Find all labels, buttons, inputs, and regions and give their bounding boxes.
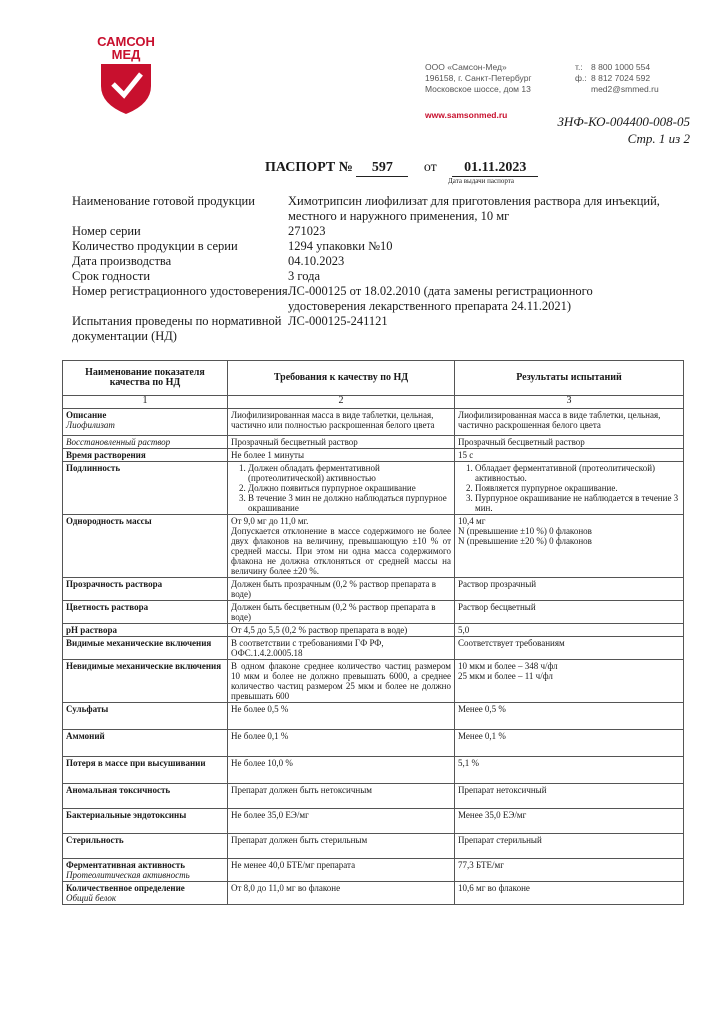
row-name — [63, 882, 228, 905]
row-res: 15 с — [455, 449, 684, 462]
table-row — [63, 624, 684, 637]
row-req — [228, 515, 455, 578]
row-name: pH раствора — [63, 624, 228, 637]
row-req: Лиофилизированная масса в виде таблетки, цельная, частично или полностью раскрошенная белого цвета — [228, 409, 455, 436]
table-row — [63, 601, 684, 624]
header-requirements: Требования к качеству по НД — [228, 361, 455, 396]
info-label: Наименование готовой продукции — [72, 194, 255, 208]
info-label: Испытания проведены по нормативной документации (НД) — [72, 314, 282, 343]
row-req: Не более 10,0 % — [228, 757, 455, 784]
table-row — [63, 703, 684, 730]
row-res — [455, 462, 684, 515]
enzyme-name: Ферментативная активность — [66, 860, 185, 870]
fax-number: 8 812 7024 592 — [591, 73, 651, 83]
row-res: 5,0 — [455, 624, 684, 637]
table-row — [63, 757, 684, 784]
row-name: Аммоний — [63, 730, 228, 757]
row-name: Однородность массы — [63, 515, 228, 578]
row-res: Прозрачный бесцветный раствор — [455, 436, 684, 449]
info-row — [72, 284, 672, 314]
info-value: Химотрипсин лиофилизат для приготовления раствора для инъекций, местного и наружного применения, 10 мг — [288, 194, 660, 223]
row-req: Не более 35,0 ЕЭ/мг — [228, 809, 455, 834]
info-value: ЛС-000125-241121 — [288, 314, 388, 328]
row-req: В соответствии с требованиями ГФ РФ, ОФС.1.4.2.0005.18 — [228, 637, 455, 660]
table-row — [63, 409, 684, 436]
company-address — [425, 62, 532, 95]
row-req: Препарат должен быть нетоксичным — [228, 784, 455, 809]
col-number: 2 — [228, 396, 455, 409]
doc-code-block — [557, 113, 690, 147]
header-indicator: Наименование показателя качества по НД — [63, 361, 228, 396]
row-req — [228, 462, 455, 515]
passport-title — [265, 160, 538, 177]
table-row — [63, 882, 684, 905]
table-row — [63, 809, 684, 834]
info-row — [72, 224, 672, 239]
passport-from: от — [423, 160, 437, 175]
list-item: 3. В течение 3 мин не должно наблюдаться пурпурное окрашивание — [248, 493, 451, 513]
page-info: Стр. 1 из 2 — [627, 131, 690, 146]
row-res: Раствор бесцветный — [455, 601, 684, 624]
info-row — [72, 239, 672, 254]
row-req: Не более 1 минуты — [228, 449, 455, 462]
info-value: 04.10.2023 — [288, 254, 345, 268]
info-row — [72, 194, 672, 224]
list-item: 1. Обладает ферментативной (протеолитической) активностью. — [475, 463, 680, 483]
row-name: Прозрачность раствора — [63, 578, 228, 601]
email: med2@smmed.ru — [591, 84, 659, 94]
col-number: 1 — [63, 396, 228, 409]
contact-label: ф.: — [575, 73, 587, 83]
row-req: Прозрачный бесцветный раствор — [228, 436, 455, 449]
logo-line2: МЕД — [111, 47, 141, 62]
row-req: Препарат должен быть стерильным — [228, 834, 455, 859]
uniformity-rule: Допускается отклонение в массе содержимого не более двух флаконов на величину, превышающую ±10 % от средней массы. При этом ни одна масса содержимого флакона не должна отклоняться от средней массы на величину более ±20 %. — [231, 526, 451, 576]
product-info — [72, 194, 672, 344]
table-row — [63, 436, 684, 449]
info-value: ЛС-000125 от 18.02.2010 (дата замены регистрационного удостоверения лекарственного препарата 24.11.2021) — [288, 284, 593, 313]
contact-label: т.: — [575, 62, 583, 72]
col-number: 3 — [455, 396, 684, 409]
table-row — [63, 660, 684, 703]
info-label: Дата производства — [72, 254, 172, 268]
info-value: 3 года — [288, 269, 320, 283]
info-label: Количество продукции в серии — [72, 239, 238, 253]
quant-sub: Общий белок — [66, 893, 117, 903]
row-req: Не более 0,1 % — [228, 730, 455, 757]
row-req: Должен быть прозрачным (0,2 % раствор препарата в воде) — [228, 578, 455, 601]
row-name: Цветность раствора — [63, 601, 228, 624]
uniformity-range: От 9,0 мг до 11,0 мг. — [231, 516, 309, 526]
doc-code: ЗНФ-КО-004400-008-05 — [557, 114, 690, 129]
row-res: Лиофилизированная масса в виде таблетки, цельная, частично раскрошенная белого цвета — [455, 409, 684, 436]
row-res: 77,3 БТЕ/мг — [455, 859, 684, 882]
uniformity-20: N (превышение ±20 %) 0 флаконов — [458, 536, 592, 546]
particles-25: 25 мкм и более – 11 ч/фл — [458, 671, 553, 681]
description-sub: Восстановленный раствор — [66, 437, 171, 447]
row-name: Стерильность — [63, 834, 228, 859]
table-row — [63, 578, 684, 601]
passport-date-note: Дата выдачи паспорта — [448, 177, 514, 185]
row-res: Препарат стерильный — [455, 834, 684, 859]
row-res: 10,6 мг во флаконе — [455, 882, 684, 905]
table-row — [63, 637, 684, 660]
row-req: В одном флаконе среднее количество частиц размером 10 мкм и более не должно превышать 6000, а среднее количество частиц размером 25 мкм и более не должно превышать 600 — [228, 660, 455, 703]
info-label: Номер серии — [72, 224, 141, 238]
table-row — [63, 462, 684, 515]
row-req: От 8,0 до 11,0 мг во флаконе — [228, 882, 455, 905]
company-logo — [97, 34, 155, 116]
row-res — [455, 515, 684, 578]
row-name: Невидимые механические включения — [63, 660, 228, 703]
table-header-row — [63, 361, 684, 396]
row-res: Менее 0,5 % — [455, 703, 684, 730]
table-row — [63, 449, 684, 462]
info-row — [72, 269, 672, 284]
info-label: Номер регистрационного удостоверения — [72, 284, 288, 298]
company-line: 196158, г. Санкт-Петербург — [425, 73, 532, 83]
enzyme-sub: Протеолитическая активность — [66, 870, 190, 880]
info-label: Срок годности — [72, 269, 151, 283]
row-req: Не более 0,5 % — [228, 703, 455, 730]
passport-number: 597 — [356, 160, 408, 177]
row-name: Подлинность — [63, 462, 228, 515]
row-res — [455, 660, 684, 703]
column-number-row — [63, 396, 684, 409]
row-res: Препарат нетоксичный — [455, 784, 684, 809]
website-link[interactable]: www.samsonmed.ru — [425, 110, 508, 120]
description-sub: Лиофилизат — [66, 420, 115, 430]
list-item: 2. Должно появиться пурпурное окрашивание — [248, 483, 451, 493]
info-row — [72, 254, 672, 269]
row-req: Не менее 40,0 БТЕ/мг препарата — [228, 859, 455, 882]
row-req: От 4,5 до 5,5 (0,2 % раствор препарата в воде) — [228, 624, 455, 637]
quant-name: Количественное определение — [66, 883, 185, 893]
company-line: Московское шоссе, дом 13 — [425, 84, 531, 94]
row-res: 5,1 % — [455, 757, 684, 784]
row-name: Видимые механические включения — [63, 637, 228, 660]
list-item: 2. Появляется пурпурное окрашивание. — [475, 483, 680, 493]
results-table — [62, 360, 684, 905]
row-name — [63, 409, 228, 436]
uniformity-mean: 10,4 мг — [458, 516, 486, 526]
row-name: Сульфаты — [63, 703, 228, 730]
table-row — [63, 515, 684, 578]
table-row — [63, 784, 684, 809]
row-res: Соответствует требованиям — [455, 637, 684, 660]
table-row — [63, 859, 684, 882]
row-res: Менее 35,0 ЕЭ/мг — [455, 809, 684, 834]
particles-10: 10 мкм и более – 348 ч/фл — [458, 661, 558, 671]
info-value: 271023 — [288, 224, 326, 238]
row-name — [63, 436, 228, 449]
list-item: 1. Должен обладать ферментативной (протеолитической) активностью — [248, 463, 451, 483]
header-results: Результаты испытаний — [455, 361, 684, 396]
row-name: Время растворения — [63, 449, 228, 462]
company-line: ООО «Самсон-Мед» — [425, 62, 507, 72]
passport-date: 01.11.2023 — [452, 160, 538, 177]
company-contacts — [575, 62, 659, 95]
list-item: 3. Пурпурное окрашивание не наблюдается в течение 3 мин. — [475, 493, 680, 513]
row-name: Потеря в массе при высушивании — [63, 757, 228, 784]
row-res: Раствор прозрачный — [455, 578, 684, 601]
row-name: Аномальная токсичность — [63, 784, 228, 809]
row-req: Должен быть бесцветным (0,2 % раствор препарата в воде) — [228, 601, 455, 624]
phone-number: 8 800 1000 554 — [591, 62, 651, 72]
table-row — [63, 730, 684, 757]
row-res: Менее 0,1 % — [455, 730, 684, 757]
row-name: Бактериальные эндотоксины — [63, 809, 228, 834]
info-row — [72, 314, 672, 344]
passport-label: ПАСПОРТ № — [265, 160, 353, 175]
table-row — [63, 834, 684, 859]
uniformity-10: N (превышение ±10 %) 0 флаконов — [458, 526, 592, 536]
logo-line1: САМСОН — [97, 34, 155, 49]
info-value: 1294 упаковки №10 — [288, 239, 393, 253]
description-name: Описание — [66, 410, 107, 420]
row-name — [63, 859, 228, 882]
